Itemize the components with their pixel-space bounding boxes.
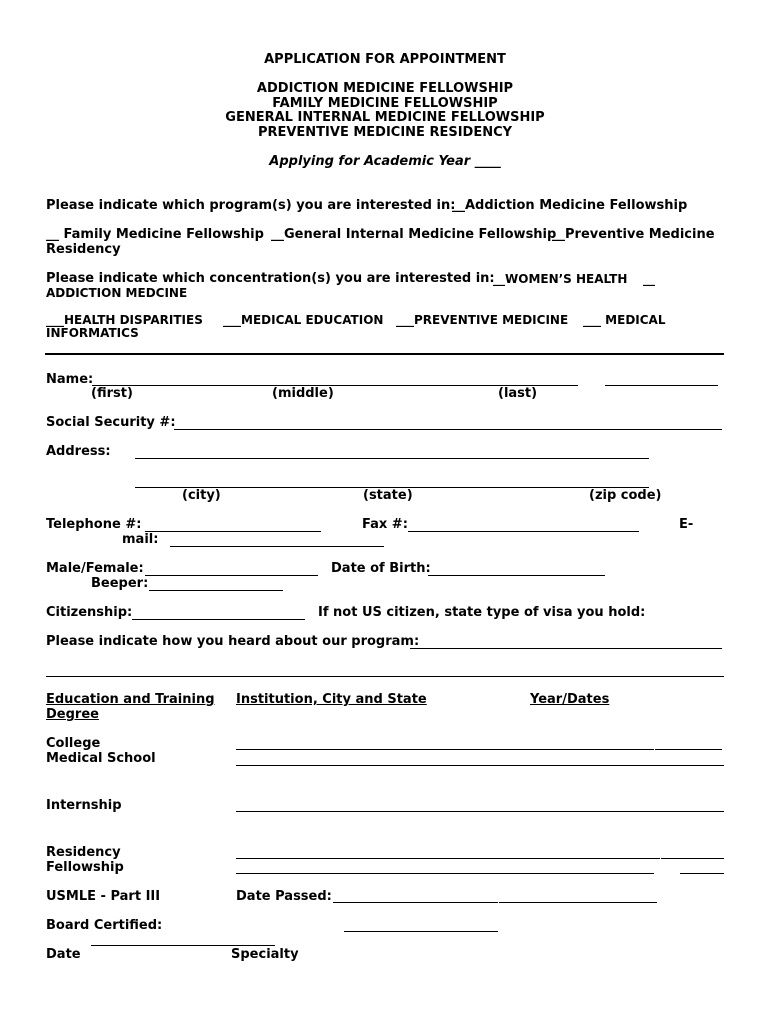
residency-year-field[interactable]: [661, 844, 724, 859]
fellowship-label: Fellowship: [46, 860, 124, 875]
sex-field[interactable]: [145, 561, 318, 576]
option-addiction-medicine: ADDICTION MEDCINE: [46, 286, 188, 300]
fellowship-year-field[interactable]: [680, 859, 724, 874]
first-name-caption: (first): [91, 386, 133, 401]
year-dates-column-header: Year/Dates: [530, 692, 610, 707]
option-preventive-medicine[interactable]: ___PREVENTIVE MEDICINE: [396, 313, 569, 327]
internship-label: Internship: [46, 798, 122, 813]
option-preventive-residency-cont: Residency: [46, 242, 121, 257]
residency-label: Residency: [46, 845, 121, 860]
email-label-part1: E-: [679, 517, 694, 532]
option-preventive-residency[interactable]: __Preventive Medicine: [552, 227, 715, 242]
college-year-field[interactable]: [655, 735, 722, 750]
option-health-disparities[interactable]: ___HEALTH DISPARITIES: [46, 313, 203, 327]
concentration-prompt: Please indicate which concentration(s) you are interested in:: [46, 271, 495, 286]
state-caption: (state): [363, 488, 413, 503]
address-label: Address:: [46, 444, 111, 459]
email-field[interactable]: [170, 532, 384, 547]
form-title: APPLICATION FOR APPOINTMENT: [264, 52, 506, 67]
degree-column-header: Degree: [46, 707, 99, 722]
medical-school-label: Medical School: [46, 751, 156, 766]
address-line2-field[interactable]: [135, 473, 649, 488]
heard-about-label: Please indicate how you heard about our program:: [46, 634, 420, 649]
option-addiction-blank[interactable]: __: [643, 272, 655, 286]
email-label-part2: mail:: [122, 532, 159, 547]
sex-label: Male/Female:: [46, 561, 144, 576]
visa-label: If not US citizen, state type of visa you hold:: [318, 605, 646, 620]
board-date-field[interactable]: [91, 931, 275, 946]
heard-about-field-2[interactable]: [46, 662, 724, 677]
beeper-field[interactable]: [149, 576, 283, 591]
residency-institution-field[interactable]: [236, 844, 660, 859]
beeper-label: Beeper:: [91, 576, 149, 591]
college-label: College: [46, 736, 101, 751]
medical-school-field[interactable]: [236, 751, 724, 766]
address-line1-field[interactable]: [135, 444, 649, 459]
usmle-label: USMLE - Part III: [46, 889, 161, 904]
program-title-preventive: PREVENTIVE MEDICINE RESIDENCY: [257, 125, 513, 140]
fax-label: Fax #:: [362, 517, 408, 532]
telephone-field[interactable]: [145, 517, 321, 532]
college-institution-field[interactable]: [236, 735, 654, 750]
fellowship-institution-field[interactable]: [236, 859, 654, 874]
option-family-fellowship[interactable]: __ Family Medicine Fellowship: [46, 227, 264, 242]
usmle-extra-field[interactable]: [499, 888, 657, 903]
city-caption: (city): [182, 488, 221, 503]
specialty-label: Specialty: [231, 947, 299, 962]
internship-field[interactable]: [236, 797, 724, 812]
date-passed-field[interactable]: [333, 888, 498, 903]
name-suffix-field[interactable]: [605, 371, 718, 386]
program-title-family: FAMILY MEDICINE FELLOWSHIP: [272, 96, 498, 111]
institution-column-header: Institution, City and State: [236, 692, 427, 707]
telephone-label: Telephone #:: [46, 517, 142, 532]
ssn-field[interactable]: [174, 415, 722, 430]
citizenship-field[interactable]: [132, 605, 305, 620]
board-certified-label: Board Certified:: [46, 918, 163, 933]
date-label: Date: [46, 947, 81, 962]
education-column-header: Education and Training: [46, 692, 215, 707]
option-medical-informatics-cont: INFORMATICS: [46, 326, 139, 340]
program-interest-prompt: Please indicate which program(s) you are interested in:: [46, 198, 456, 213]
program-title-addiction: ADDICTION MEDICINE FELLOWSHIP: [256, 81, 514, 96]
ssn-label: Social Security #:: [46, 415, 176, 430]
last-name-caption: (last): [498, 386, 538, 401]
heard-about-field[interactable]: [410, 634, 722, 649]
middle-name-caption: (middle): [272, 386, 334, 401]
option-medical-informatics[interactable]: ___ MEDICAL: [583, 313, 666, 327]
board-certified-field[interactable]: [344, 917, 498, 932]
dob-label: Date of Birth:: [331, 561, 431, 576]
zip-caption: (zip code): [589, 488, 662, 503]
option-addiction-fellowship[interactable]: __Addiction Medicine Fellowship: [452, 198, 688, 213]
section-divider: [45, 353, 724, 355]
citizenship-label: Citizenship:: [46, 605, 133, 620]
dob-field[interactable]: [428, 561, 605, 576]
option-medical-education[interactable]: ___MEDICAL EDUCATION: [223, 313, 384, 327]
name-field[interactable]: [92, 371, 578, 386]
name-label: Name:: [46, 372, 94, 387]
date-passed-label: Date Passed:: [236, 889, 332, 904]
option-womens-health[interactable]: __WOMEN’S HEALTH: [493, 272, 628, 286]
academic-year-line: Applying for Academic Year ____: [269, 154, 501, 169]
program-title-internal: GENERAL INTERNAL MEDICINE FELLOWSHIP: [225, 110, 545, 125]
option-internal-fellowship[interactable]: __General Internal Medicine Fellowship: [271, 227, 557, 242]
fax-field[interactable]: [408, 517, 639, 532]
